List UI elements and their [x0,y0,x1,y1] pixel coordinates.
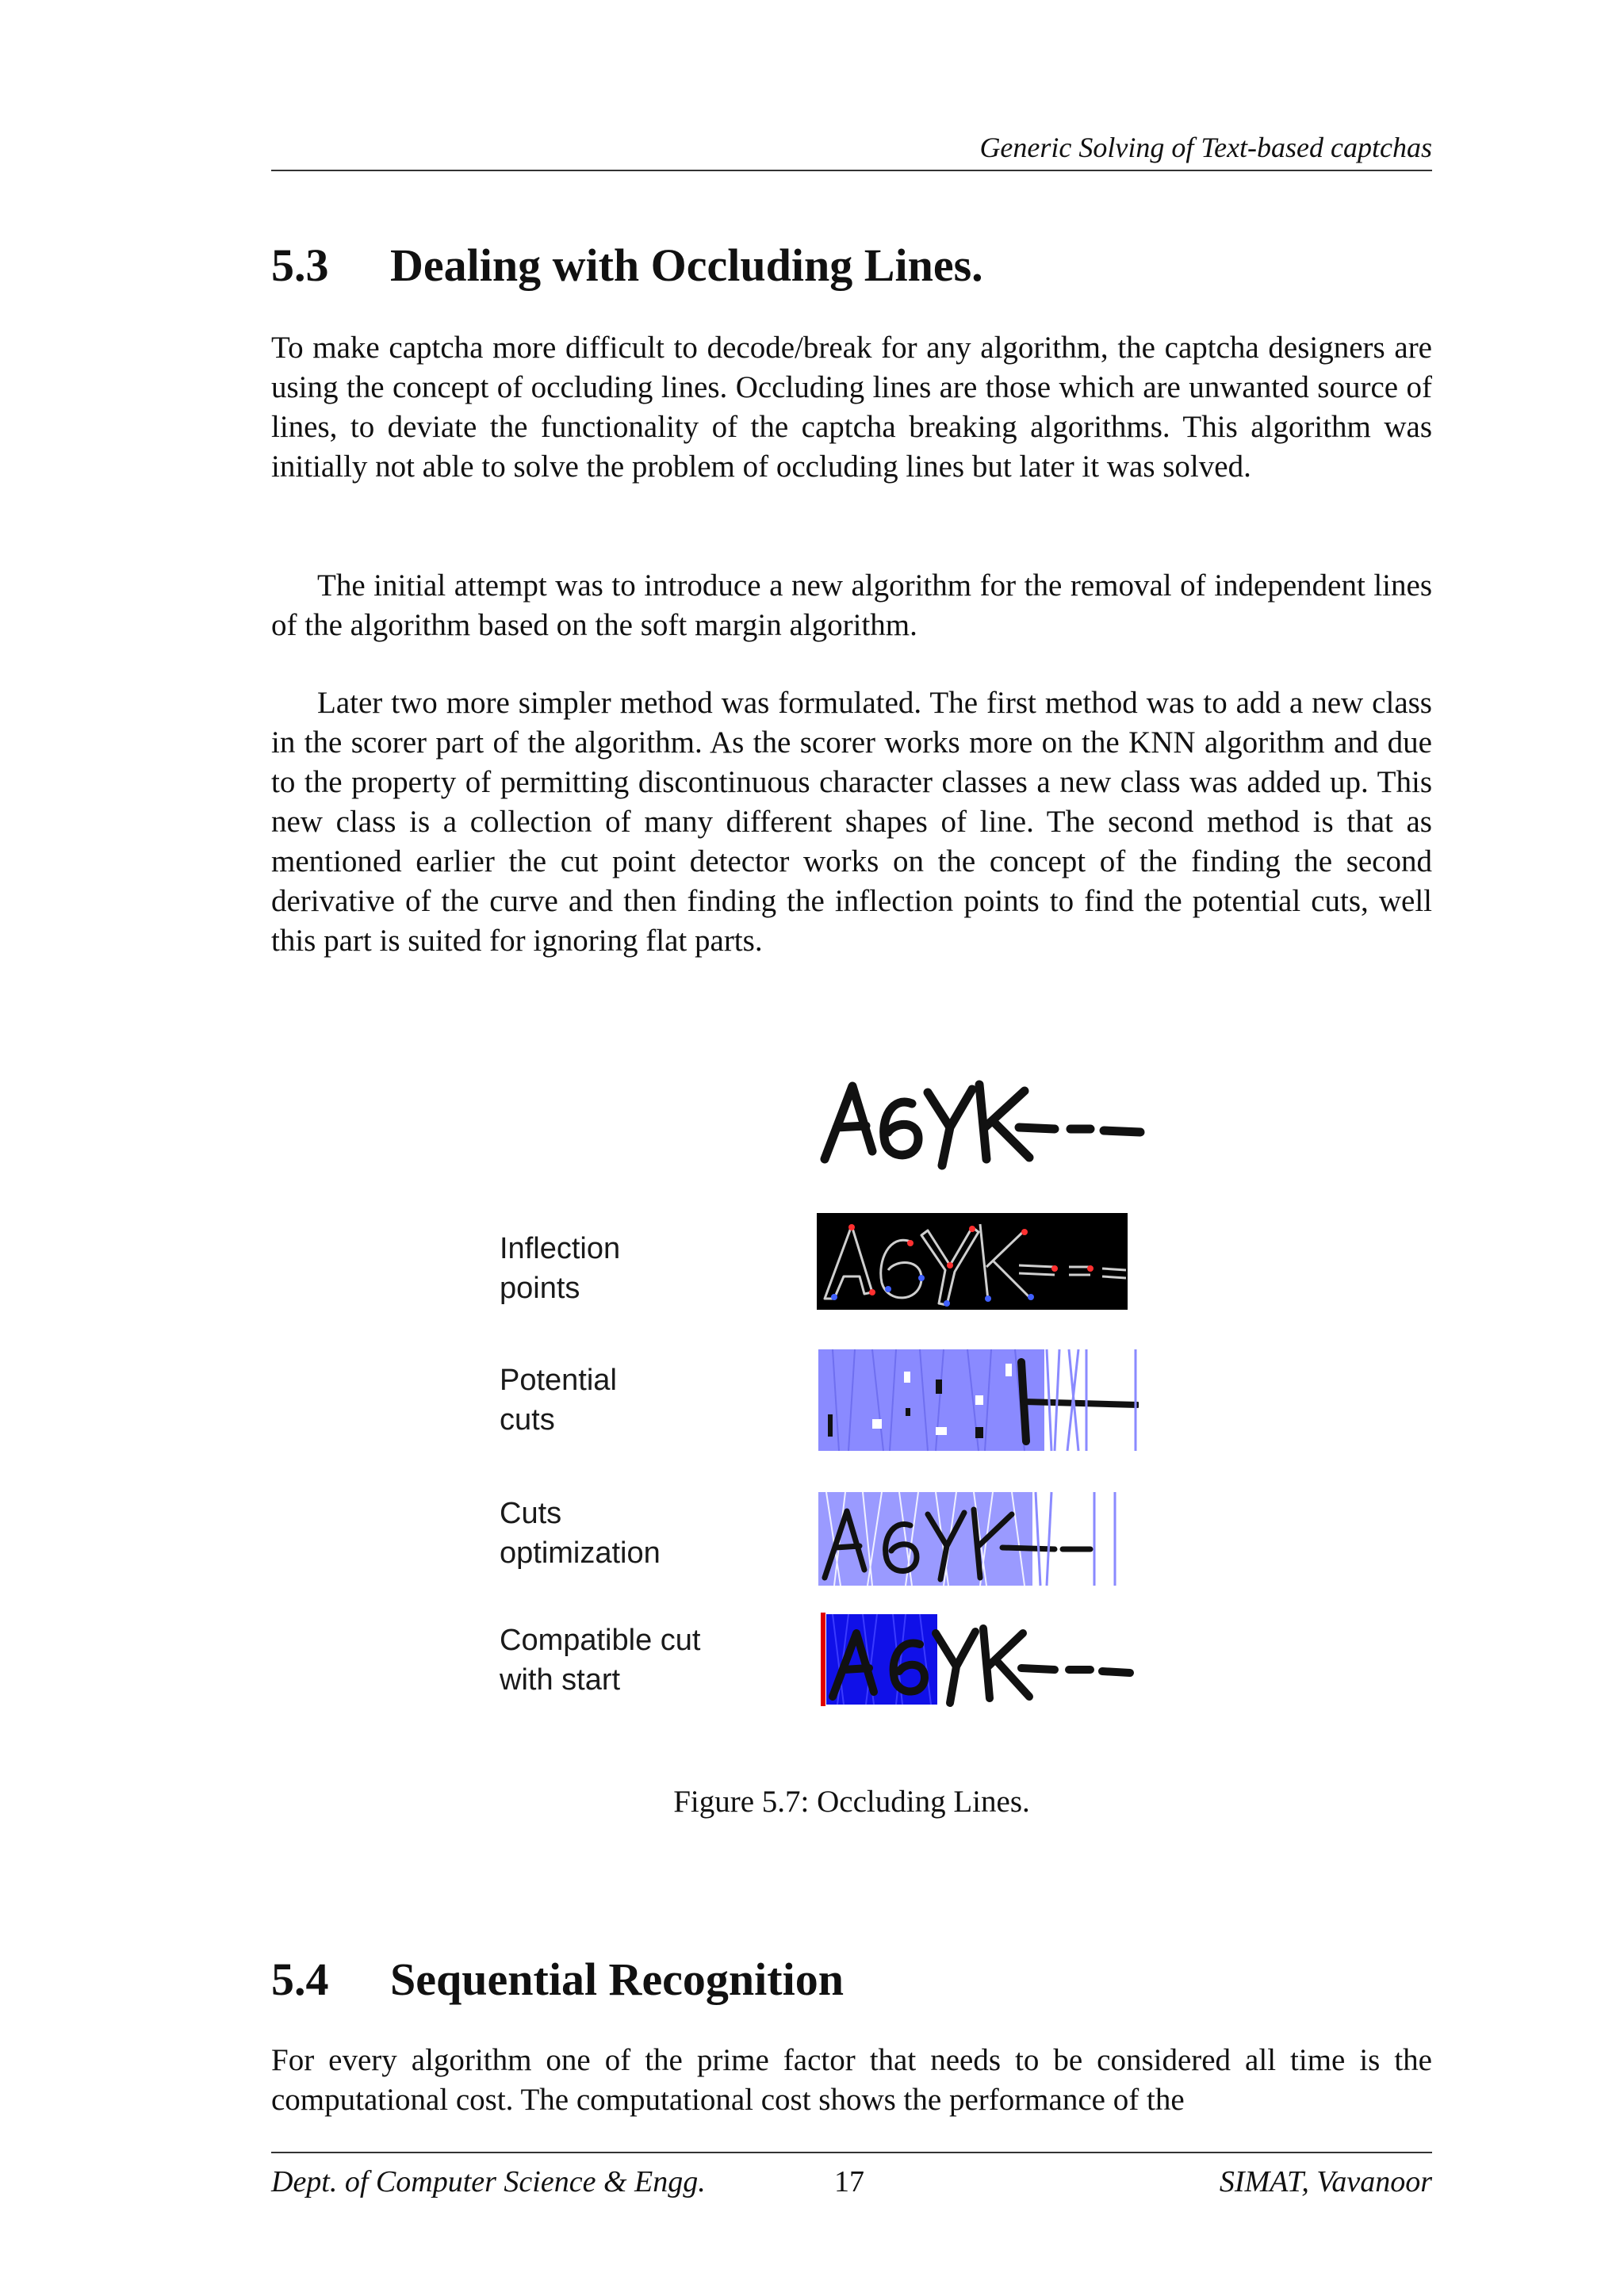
inflection-points-image [817,1213,1128,1310]
label-line: optimization [500,1536,661,1570]
label-line: Compatible cut [500,1624,701,1657]
potential-cuts-image [817,1348,1139,1452]
footer-department: Dept. of Computer Science & Engg. [271,2165,706,2198]
footer-institution: SIMAT, Vavanoor [1219,2165,1432,2198]
paragraph-initial-attempt: The initial attempt was to introduce a new algorithm for the removal of independent lines of the algorithm based on the soft margin algorithm. [271,568,1432,642]
running-header: Generic Solving of Text-based captchas [979,132,1432,163]
section-heading-5-4 [271,1952,844,2007]
cuts-optimization-image [817,1490,1118,1587]
section-title: Sequential Recognition [390,1954,844,2005]
label-line: with start [500,1663,621,1697]
page-number: 17 [834,2165,864,2198]
figure-label-potential-cuts [500,1360,617,1440]
figure-label-cuts-optimization [500,1494,661,1573]
header-rule [271,170,1432,171]
section-number: 5.4 [271,1954,329,2005]
section-heading-5-3 [271,238,983,293]
compatible-cut-image [817,1609,1134,1709]
footer-rule [271,2152,1432,2153]
paragraph-occluding-intro: To make captcha more difficult to decode/break for any algorithm, the captcha designers are using the concept of occluding lines. Occluding lines are those which are unwanted source of lines, to deviate the functionality of the captcha breaking algorithms. This algorithm was initially not able to solve the problem of occluding lines but later it was solved. [271,331,1432,484]
figure-label-compatible-cut [500,1621,700,1700]
label-line: Cuts [500,1497,562,1530]
paragraph-sequential-recognition: For every algorithm one of the prime factor that needs to be considered all time is the computational cost. The computational cost shows the performance of the [271,2043,1432,2117]
captcha-original-image [817,1072,1150,1171]
section-number: 5.3 [271,239,329,291]
figure-caption: Figure 5.7: Occluding Lines. [673,1785,1030,1819]
paragraph-simpler-methods: Later two more simpler method was formulated. The first method was to add a new class in the scorer part of the algorithm. As the scorer works more on the KNN algorithm and due to the property of permitting discontinuous character classes a new class was added up. This new class is a collection of many different shapes of line. The second method is that as mentioned earlier the cut point detector works on the concept of the finding the second derivative of the curve and then finding the inflection points to find the potential cuts, well this part is suited for ignoring flat parts. [271,686,1432,958]
figure-label-inflection-points [500,1229,620,1308]
label-line: points [500,1272,580,1305]
label-line: Potential [500,1364,617,1397]
label-line: cuts [500,1403,555,1437]
label-line: Inflection [500,1232,621,1265]
section-title: Dealing with Occluding Lines. [390,239,983,291]
